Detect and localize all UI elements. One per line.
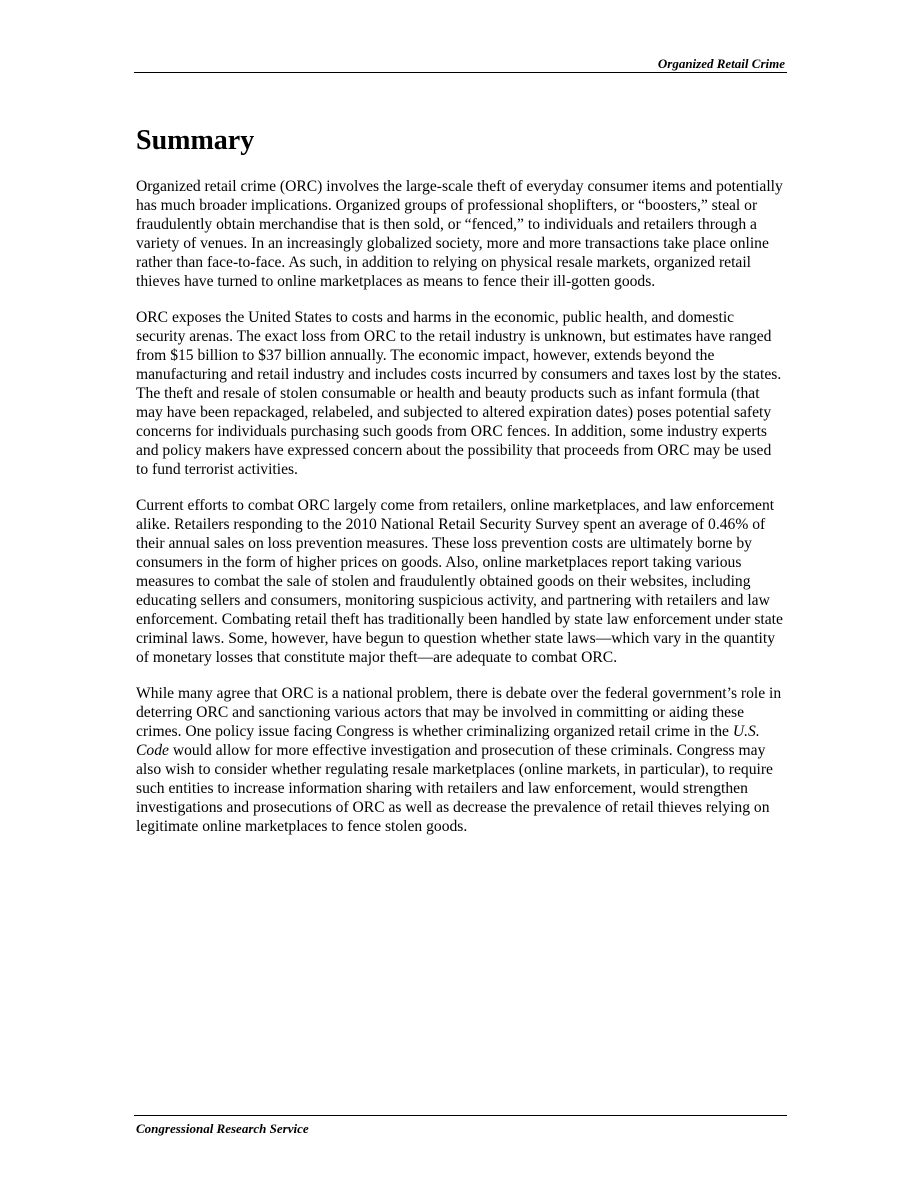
paragraph-3: Current efforts to combat ORC largely come from retailers, online marketplaces, and law enforcement alike. Retailers responding to the 2010 National Retail Security Survey spent an average of 0.46% of their annual sales on loss prevention measures. These loss prevention costs are ultimately borne by consumers in the form of higher prices on goods. Also, online marketplaces report taking various measures to combat the sale of stolen and fraudulently obtained goods on their websites, including educating sellers and consumers, monitoring suspicious activity, and partnering with retailers and law enforcement. Combating retail theft has traditionally been handled by state law enforcement under state criminal laws. Some, however, have begun to question whether state laws—which vary in the quantity of monetary losses that constitute major theft—are adequate to combat ORC. xyxy=(136,497,783,666)
paragraph-2: ORC exposes the United States to costs and harms in the economic, public health, and domestic security arenas. The exact loss from ORC to the retail industry is unknown, but estimates have ranged from $15 billion to $37 billion annually. The economic impact, however, extends beyond the manufacturing and retail industry and includes costs incurred by consumers and taxes lost by the states. The theft and resale of stolen consumable or health and beauty products such as infant formula (that may have been repackaged, relabeled, and subjected to altered expiration dates) poses potential safety concerns for individuals purchasing such goods from ORC fences. In addition, some industry experts and policy makers have expressed concern about the possibility that proceeds from ORC may be used to fund terrorist activities. xyxy=(136,309,782,478)
paragraph-4-text-before: While many agree that ORC is a national problem, there is debate over the federal government’s role in deterring ORC and sanctioning various actors that may be involved in committing or aiding these crimes. One policy issue facing Congress is whether criminalizing organized retail crime in the xyxy=(136,685,782,740)
paragraph-1: Organized retail crime (ORC) involves the large-scale theft of everyday consumer items and potentially has much broader implications. Organized groups of professional shoplifters, or “boosters,” steal or fraudulently obtain merchandise that is then sold, or “fenced,” to individuals and retailers through a variety of venues. In an increasingly globalized society, more and more transactions take place online rather than face-to-face. As such, in addition to relying on physical resale markets, organized retail thieves have turned to online marketplaces as means to fence their ill-gotten goods. xyxy=(136,178,783,290)
running-header: Organized Retail Crime xyxy=(657,56,785,71)
footer-source: Congressional Research Service xyxy=(136,1121,309,1136)
page-title: Summary xyxy=(136,125,255,156)
summary-body xyxy=(136,177,787,853)
footer-divider xyxy=(134,1115,787,1116)
paragraph-4-text-after: would allow for more effective investigation and prosecution of these criminals. Congress may also wish to consider whether regulating resale marketplaces (online markets, in particular), to require such entities to increase information sharing with retailers and law enforcement, would strengthen investigations and prosecutions of ORC as well as decrease the prevalence of retail thieves relying on legitimate online marketplaces to fence stolen goods. xyxy=(136,742,773,835)
paragraph-4 xyxy=(136,684,787,836)
us-code-italic: U.S. Code xyxy=(136,723,760,759)
header-divider xyxy=(134,72,787,73)
